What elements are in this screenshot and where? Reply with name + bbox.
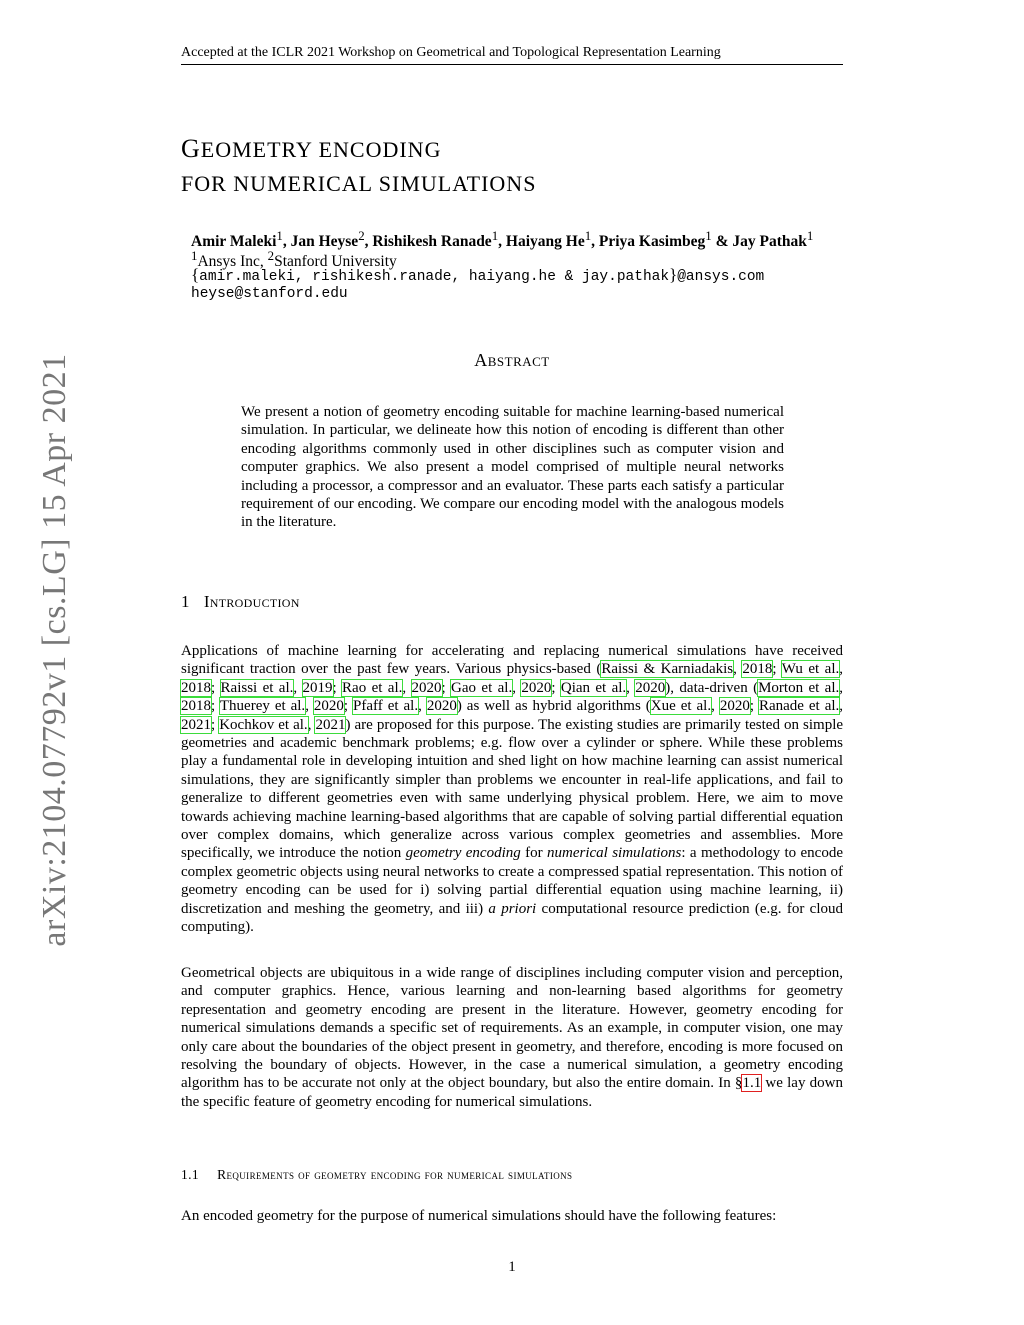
citation-link[interactable]: Ranade et al. [758,698,840,715]
affil-org-2: Stanford University [274,253,397,271]
citation-link[interactable]: Gao et al. [451,679,513,696]
emphasis-text: a priori [488,900,537,917]
email-line-stanford: heyse@stanford.edu [191,286,348,302]
author-sep: , [498,233,506,251]
author-affil-sup: 1 [806,228,814,243]
text-run: ) as well as hybrid algorithms ( [456,698,651,715]
subsection-paragraph: An encoded geometry for the purpose of numerical simulations should have the following features: [181,1208,777,1224]
text-run: Geometrical objects are ubiquitous in a wide range of disciplines including computer vision and perception, and computer graphics. Hence, various learning and non-learning based algorithms for geometry representation and geometry encoding are present in the literature. However, geometry encoding for numerical simulations demands a specific set of requirements. As an example, in computer vision, one may only care about the boundaries of the object present in geometry, and therefore, encoding is more focused on resolving the boundary of objects. However, in the case a numerical simulation, a geometry encoding algorithm has to be accurate not only at the object boundary, but also the entire domain. In § [181,965,843,1092]
author-name: Haiyang He [505,233,585,251]
author-name: Amir Maleki [191,233,277,251]
citation-link[interactable]: 2020 [411,679,442,696]
text-run: Applications of machine learning for accelerating and replacing numerical simulations have received significant traction over the past few years. Various physics-based ( [181,643,843,678]
text-run: ; [441,679,452,696]
citation-link[interactable]: 2020 [313,698,344,715]
author-sep: , [282,233,291,251]
title-line-2: FOR NUMERICAL SIMULATIONS [181,171,537,196]
arxiv-stamp[interactable]: arXiv:2104.07792v1 [cs.LG] 15 Apr 2021 [36,353,73,947]
author-name: Rishikesh Ranade [372,233,492,251]
citation-link[interactable]: 2021 [315,716,346,733]
text-run: , [512,679,522,696]
subsection-heading [181,1167,572,1183]
text-run: ; [211,679,221,696]
author-name: Priya Kasimbeg [598,233,706,251]
subsection-number: 1.1 [181,1167,200,1182]
citation-link[interactable]: 2020 [719,698,750,715]
brace-close: } [669,265,678,284]
running-header: Accepted at the ICLR 2021 Workshop on Geometrical and Topological Representation Learning [181,44,843,65]
citation-link[interactable]: 2018 [181,679,211,696]
citation-link[interactable]: Xue et al. [650,698,712,715]
citation-link[interactable]: 2020 [521,679,552,696]
text-run: , [293,679,303,696]
citation-link[interactable]: Kochkov et al. [219,716,308,733]
email-domain: @ansys.com [677,269,765,285]
text-run: , [626,679,636,696]
title-line-1 [181,132,843,167]
citation-link[interactable]: 2020 [635,679,666,696]
section-ref-link[interactable]: 1.1 [742,1075,762,1092]
text-run: ; [332,679,343,696]
affil-org-1: Ansys Inc, [197,253,268,271]
citation-link[interactable]: Rao et al. [342,679,403,696]
author-sep: , [364,233,373,251]
text-run: ; [772,661,782,678]
affil-sup-1: 1 [191,248,198,263]
subsection-title: Requirements of geometry encoding for numerical simulations [217,1167,573,1182]
text-run: ) are proposed for this purpose. The existing studies are primarily tested on simple geometries and academic benchmark problems; e.g. flow over a cylinder or sphere. While these problems play a fundamental role in developing intuition and shed light on how machine learning can assist numerical simulations, they are significantly simpler than problems we encounter in real-life applications, and fail to generalize to different geometries even with same underlying physical problem. Here, we aim to move towards achieving machine learning-based algorithms that are capable of solving partial differential equation over complex domains, which generalize across various complex geometries and assemblies. More specifically, we introduce the notion [181,716,844,862]
intro-paragraph-2 [181,964,843,1111]
text-run: : a methodology to encode complex geometric objects using neural networks to create a compressed spatial representation. This notion of geometry encoding can be used for i) solving partial differential equation using machine learning, ii) discretization and meshing the geometry, and iii) [181,845,843,917]
citation-link[interactable]: 2019 [302,679,333,696]
section-title: Introduction [203,592,300,611]
emphasis-text: geometry encoding [405,845,521,862]
text-run: ; [211,698,220,715]
text-run: for [520,845,547,862]
text-run: ; [343,698,354,715]
citation-link[interactable]: Qian et al. [560,679,627,696]
citation-link[interactable]: Morton et al. [758,679,840,696]
author-affil-sup: 1 [705,228,712,243]
abstract-body: We present a notion of geometry encoding suitable for machine learning-based numerical simulation. In particular, we delineate how this notion of encoding is different than other encoding algorithms commonly used in other disciplines such as computer vision and computer graphics. We also present a model comprised of multiple neural networks including a processor, a compressor and an evaluator. These parts each satisfy a particular requirement of our encoding. We compare our encoding model with the analogous models in the literature. [241,404,784,531]
title-initial: G [181,134,201,163]
text-run: , [305,698,314,715]
citation-link[interactable]: 2020 [426,698,457,715]
author-affil-sup: 1 [491,228,499,243]
citation-link[interactable]: Wu et al. [781,661,840,678]
text-run: ), data-driven ( [665,679,759,696]
text-run: , [839,661,843,678]
text-run: , [839,698,844,715]
title-line-1-rest: EOMETRY ENCODING [200,137,442,162]
text-run: we lay down the specific feature of geometry encoding for numerical simulations. [181,1075,843,1110]
author-affil-sup: 2 [358,228,365,243]
citation-link[interactable]: 2021 [181,716,211,733]
author-sep: & [711,233,733,251]
text-run: , [418,698,427,715]
paper-title [181,132,843,201]
author-affil-sup: 1 [276,228,283,243]
abstract-heading: Abstract [474,350,550,370]
text-run: , [402,679,412,696]
text-run: ; [749,698,759,715]
author-name: Jan Heyse [290,233,359,251]
email-usernames: amir.maleki, rishikesh.ranade, haiyang.he & jay.pathak [199,269,670,285]
citation-link[interactable]: Raissi et al. [220,679,294,696]
citation-link[interactable]: Thuerey et al. [219,698,306,715]
emphasis-text: numerical simulations [547,845,682,862]
text-run: , [307,716,316,733]
author-affil-sup: 1 [584,228,592,243]
section-heading-introduction [181,592,300,612]
section-number: 1 [181,592,190,611]
brace-open: { [191,265,200,284]
intro-paragraph-1 [181,642,843,937]
text-run: computational resource prediction (e.g. for cloud computing). [181,900,843,936]
text-run: , [711,698,720,715]
author-name: Jay Pathak [732,233,807,251]
text-run: , [839,679,843,696]
citation-link[interactable]: 2018 [742,661,773,678]
text-run: ; [551,679,561,696]
affil-sup-2: 2 [267,248,275,263]
page-number: 1 [508,1259,516,1275]
author-sep: , [591,233,599,251]
text-run: ; [211,716,220,733]
citation-link[interactable]: Pfaff et al. [353,698,419,715]
citation-link[interactable]: 2018 [181,698,211,715]
text-run: , [733,661,743,678]
citation-link[interactable]: Raissi & Karniadakis [601,661,734,678]
email-line-ansys [191,266,764,286]
